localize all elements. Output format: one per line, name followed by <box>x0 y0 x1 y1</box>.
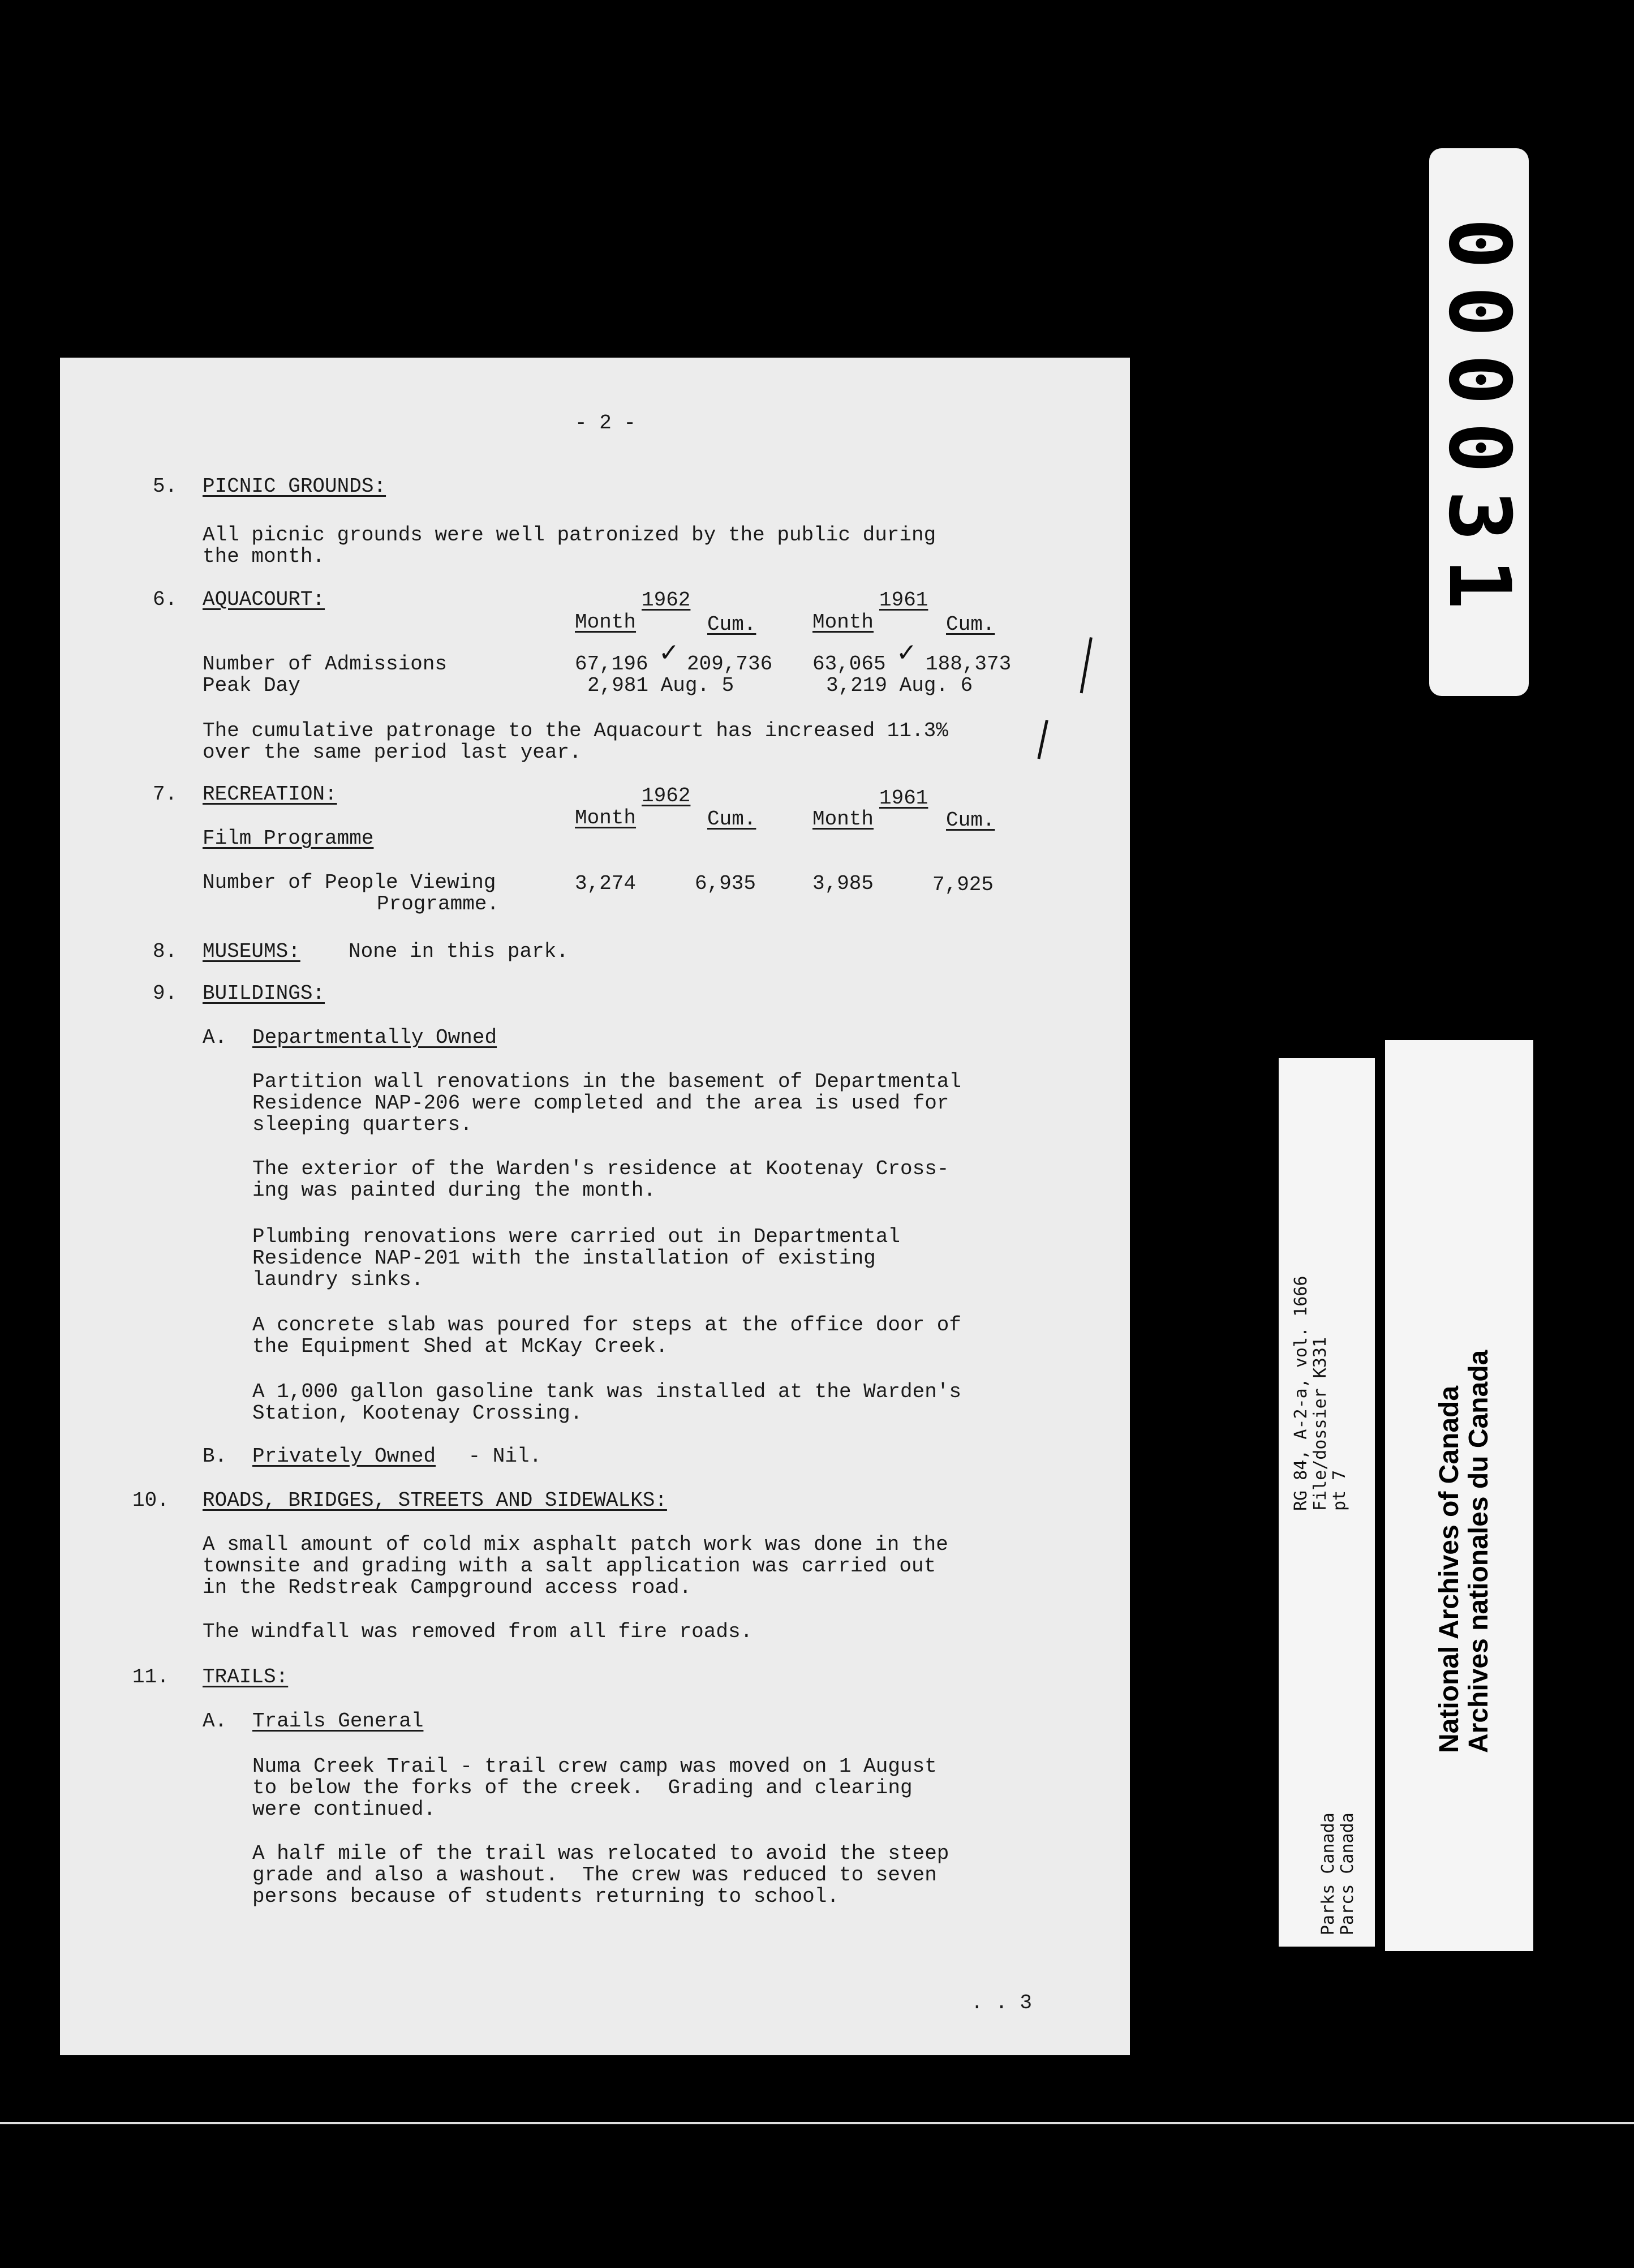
paragraph-line: A small amount of cold mix asphalt patch work was done in the <box>203 1533 948 1556</box>
agency-line: Parcs Canada <box>1338 1812 1357 1935</box>
subsection-letter: A. <box>203 1709 227 1733</box>
table-cell: 63,065 <box>812 652 886 676</box>
table-cell: 3,219 Aug. 6 <box>826 674 973 697</box>
subsection-letter: B. <box>203 1445 227 1468</box>
paragraph-line: sleeping quarters. <box>252 1113 472 1136</box>
check-mark-icon: ✓ <box>659 638 680 667</box>
section-number: 11. <box>132 1665 169 1689</box>
agency-line: Parks Canada <box>1318 1812 1338 1935</box>
continuation-marker: . . 3 <box>971 1991 1033 2014</box>
margin-mark-icon <box>1080 637 1093 693</box>
archives-name-fr: Archives nationales du Canada <box>1464 1350 1494 1753</box>
section-title: PICNIC GROUNDS: <box>203 475 386 498</box>
section-title: MUSEUMS: <box>203 940 300 963</box>
table-cell: 3,274 <box>575 872 637 895</box>
row-label: Number of Admissions <box>203 652 448 676</box>
subsection-title: Film Programme <box>203 827 374 850</box>
paragraph-line: Partition wall renovations in the basement of Departmental <box>252 1070 962 1093</box>
section-title: ROADS, BRIDGES, STREETS AND SIDEWALKS: <box>203 1489 667 1512</box>
section-title: AQUACOURT: <box>203 588 325 611</box>
page-number: - 2 - <box>575 411 637 435</box>
paragraph-line: the month. <box>203 545 325 568</box>
paragraph-line: Station, Kootenay Crossing. <box>252 1402 583 1425</box>
subsection-title: Departmentally Owned <box>252 1026 497 1049</box>
section-number: 7. <box>153 783 178 806</box>
column-header: Month <box>812 611 874 634</box>
row-label: Programme. <box>377 892 500 916</box>
column-header: Cum. <box>946 809 995 832</box>
column-header: Month <box>575 806 637 830</box>
column-header: Month <box>812 807 874 831</box>
paragraph-line: The exterior of the Warden's residence at Kootenay Cross- <box>252 1157 949 1180</box>
reference-line: RG 84, A-2-a, vol. 1666 <box>1291 1275 1311 1511</box>
paragraph-line: Residence NAP-206 were completed and the area is used for <box>252 1092 949 1115</box>
paragraph-line: Plumbing renovations were carried out in Departmental <box>252 1225 900 1248</box>
reference-label <box>1279 1058 1375 1947</box>
section-number: 10. <box>132 1489 169 1512</box>
paragraph-line: laundry sinks. <box>252 1268 424 1291</box>
year-header: 1961 <box>879 589 928 612</box>
archives-label <box>1385 1040 1533 1951</box>
paragraph-line: were continued. <box>252 1798 436 1821</box>
paragraph-line: grade and also a washout. The crew was reduced to seven <box>252 1863 937 1887</box>
table-cell: 7,925 <box>932 873 994 896</box>
paragraph-line: The windfall was removed from all fire roads. <box>203 1620 753 1643</box>
document-page <box>60 358 1130 2055</box>
divider <box>0 2122 1634 2124</box>
paragraph-line: A concrete slab was poured for steps at the office door of <box>252 1313 962 1337</box>
reference-line: pt 7 <box>1330 1470 1349 1511</box>
section-number: 5. <box>153 475 178 498</box>
section-number: 8. <box>153 940 178 963</box>
section-number: 6. <box>153 588 178 611</box>
column-header: Cum. <box>946 613 995 636</box>
table-cell: 2,981 Aug. 5 <box>587 674 734 697</box>
paragraph-line: to below the forks of the creek. Grading and clearing <box>252 1776 913 1799</box>
column-header: Month <box>575 611 637 634</box>
paragraph-line: A half mile of the trail was relocated to avoid the steep <box>252 1842 949 1865</box>
subsection-title: Trails General <box>252 1709 424 1733</box>
paragraph-line: persons because of students returning to school. <box>252 1885 839 1908</box>
paragraph-line: Numa Creek Trail - trail crew camp was moved on 1 August <box>252 1755 937 1778</box>
year-header: 1962 <box>642 784 691 807</box>
paragraph-line: Residence NAP-201 with the installation of existing <box>252 1247 876 1270</box>
paragraph-line: townsite and grading with a salt application was carried out <box>203 1554 936 1578</box>
paragraph-line: the Equipment Shed at McKay Creek. <box>252 1335 668 1358</box>
margin-mark-icon <box>1037 720 1048 759</box>
paragraph-line: None in this park. <box>349 940 569 963</box>
year-header: 1961 <box>879 787 928 810</box>
paragraph-line: ing was painted during the month. <box>252 1179 656 1202</box>
table-cell: 67,196 <box>575 652 648 676</box>
column-header: Cum. <box>707 613 756 636</box>
paragraph-line: over the same period last year. <box>203 741 582 764</box>
section-number: 9. <box>153 982 178 1005</box>
archives-name-en: National Archives of Canada <box>1434 1385 1464 1753</box>
frame-number: 000031 <box>1430 218 1528 626</box>
table-cell: 188,373 <box>926 652 1012 676</box>
subsection-title: Privately Owned <box>252 1445 436 1468</box>
column-header: Cum. <box>707 807 756 831</box>
row-label: Peak Day <box>203 674 300 697</box>
paragraph-line: - Nil. <box>456 1445 542 1468</box>
reference-line: File/dossier K331 <box>1310 1337 1330 1511</box>
paragraph-line: in the Redstreak Campground access road. <box>203 1576 692 1599</box>
section-title: RECREATION: <box>203 783 337 806</box>
section-title: TRAILS: <box>203 1665 289 1689</box>
row-label: Number of People Viewing <box>203 871 496 894</box>
year-header: 1962 <box>642 589 691 612</box>
paragraph-line: A 1,000 gallon gasoline tank was installed at the Warden's <box>252 1380 962 1403</box>
paragraph-line: The cumulative patronage to the Aquacourt has increased 11.3% <box>203 719 948 742</box>
table-cell: 6,935 <box>695 872 756 895</box>
paragraph-line: All picnic grounds were well patronized by the public during <box>203 523 936 547</box>
subsection-letter: A. <box>203 1026 227 1049</box>
frame-number-stamp <box>1429 148 1529 696</box>
table-cell: 209,736 <box>687 652 773 676</box>
check-mark-icon: ✓ <box>896 638 917 667</box>
table-cell: 3,985 <box>812 872 874 895</box>
section-title: BUILDINGS: <box>203 982 325 1005</box>
